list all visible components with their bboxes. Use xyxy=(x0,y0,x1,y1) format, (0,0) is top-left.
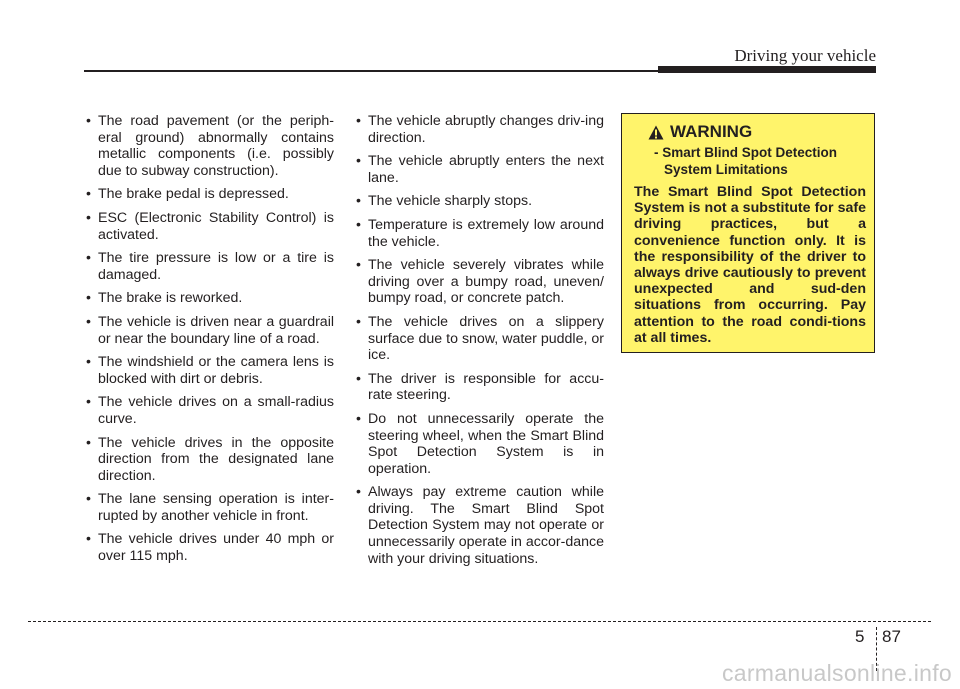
list-item: • The tire pressure is low or a tire is damaged. xyxy=(84,250,334,283)
header-rule-accent xyxy=(658,66,876,73)
page-header-title: Driving your vehicle xyxy=(734,46,876,65)
left-column xyxy=(84,113,334,572)
list-item: • ESC (Electronic Stability Control) is activated. xyxy=(84,210,334,243)
list-item: • The driver is responsible for accu-rate steering. xyxy=(354,371,604,404)
section-number: 5 xyxy=(855,627,865,646)
list-item: • The vehicle drives in the opposite direction from the designated lane direction. xyxy=(84,435,334,485)
warning-subtitle: - Smart Blind Spot Detection System Limitations xyxy=(654,145,838,177)
list-item: • The road pavement (or the periph-eral ground) abnormally contains metallic components (i.e. possibly due to subway construction). xyxy=(84,113,334,179)
warning-box xyxy=(621,113,875,353)
header-rule xyxy=(84,70,660,72)
list-item: • The brake pedal is depressed. xyxy=(84,186,334,203)
list-item: • The windshield or the camera lens is blocked with dirt or debris. xyxy=(84,354,334,387)
list-item: • The lane sensing operation is inter-rupted by another vehicle in front. xyxy=(84,491,334,524)
left-bullet-list xyxy=(84,113,334,565)
footer-rule xyxy=(28,621,931,622)
warning-triangle-icon xyxy=(648,125,664,140)
list-item: • The vehicle is driven near a guardrail or near the boundary line of a road. xyxy=(84,314,334,347)
list-item: • The vehicle abruptly enters the next lane. xyxy=(354,153,604,186)
list-item: • Temperature is extremely low around the vehicle. xyxy=(354,217,604,250)
list-item: • The vehicle drives on a slippery surface due to snow, water puddle, or ice. xyxy=(354,314,604,364)
page-number: 87 xyxy=(882,627,901,646)
list-item: • The vehicle drives under 40 mph or over 115 mph. xyxy=(84,531,334,564)
warning-body: The Smart Blind Spot Detection System is not a substitute for safe driving practices, but a convenience function only. It is the responsibility of the driver to always drive cautiously to prevent unexpected and sud-den situations from occurring. Pay attention to the road condi-tions at all times. xyxy=(634,184,866,346)
middle-bullet-list xyxy=(354,113,604,567)
warning-title: WARNING xyxy=(670,122,753,141)
list-item: • The vehicle sharply stops. xyxy=(354,193,604,210)
list-item: • Always pay extreme caution while driving. The Smart Blind Spot Detection System may not operate or unnecessarily operate in accor-dance with your driving situations. xyxy=(354,484,604,567)
warning-header xyxy=(634,122,866,142)
list-item: • Do not unnecessarily operate the steering wheel, when the Smart Blind Spot Detection System is in operation. xyxy=(354,411,604,477)
middle-column xyxy=(354,113,604,574)
list-item: • The vehicle severely vibrates while driving over a bumpy road, uneven/ bumpy road, or concrete patch. xyxy=(354,257,604,307)
watermark: carmanualsonline.info xyxy=(721,660,952,686)
list-item: • The vehicle drives on a small-radius curve. xyxy=(84,394,334,427)
list-item: • The brake is reworked. xyxy=(84,290,334,307)
list-item: • The vehicle abruptly changes driv-ing direction. xyxy=(354,113,604,146)
